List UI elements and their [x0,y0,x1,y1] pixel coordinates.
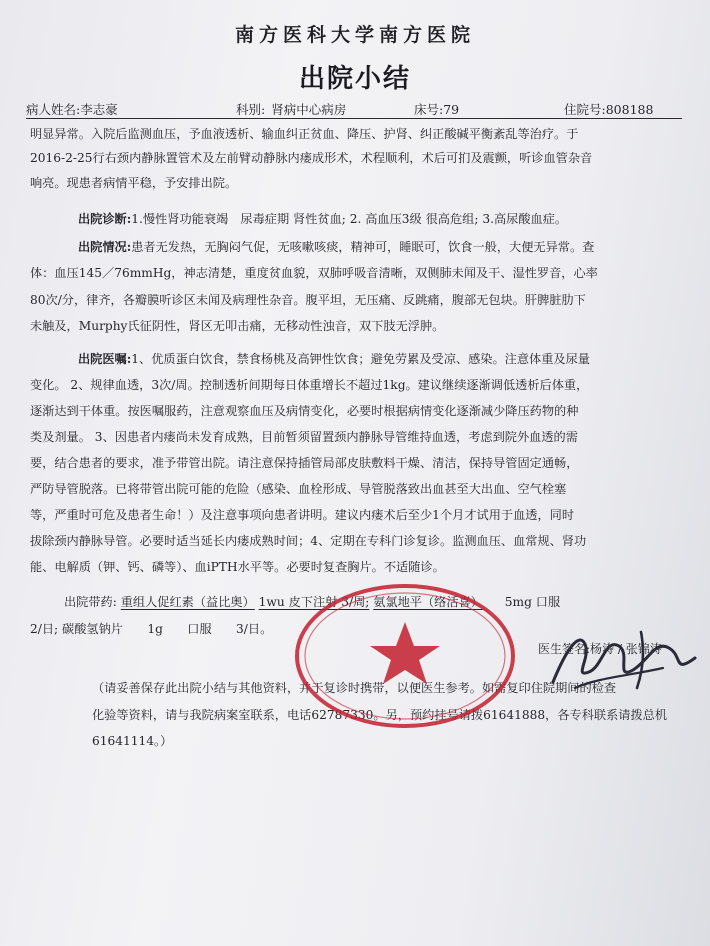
footer-note: 61641114。） [92,734,173,748]
discharge-advice: 出院医嘱:1、优质蛋白饮食，禁食杨桃及高钾性饮食；避免劳累及受凉、感染。注意体重及尿量 [78,352,590,366]
footer-note: （请妥善保存此出院小结与其他资料，并于复诊时携带，以便医生参考。如需复印住院期间的检查 [92,681,617,695]
admission-field: 住院号:808188 [564,102,654,117]
bed-field: 床号:79 [414,102,460,117]
advice-line: 等，严重时可危及患者生命！）及注意事项向患者讲明。建议内瘘术后至少1个月才试用于血透，同时 [30,508,575,522]
patient-info-bar [26,100,682,119]
official-seal [292,582,518,730]
diagnosis-label: 出院诊断: [78,212,132,226]
bed-number: 79 [443,102,460,117]
advice-line: 要，结合患者的要求，准予带管出院。请注意保持插管局部皮肤敷料干燥、清洁，保持导管固定通畅， [30,456,579,470]
discharge-diagnosis [78,211,567,227]
diagnosis-text: 1.慢性肾功能衰竭 尿毒症期 肾性贫血; 2. 高血压3级 很高危组; 3.高尿酸血症。 [131,212,568,226]
medication-epo: 重组人促红素（益比奥） [120,595,255,609]
discharge-condition: 出院情况:患者无发热，无胸闷气促，无咳嗽咳痰，精神可，睡眠可，饮食一般，大便无异常。查 [78,240,595,254]
advice-line: 拔除颈内静脉导管。必要时适当延长内瘘成熟时间；4、定期在专科门诊复诊。监测血压、血常规、肾功 [30,534,587,548]
doctor-signature-mark [545,618,705,700]
history-line: 响亮。现患者病情平稳，予安排出院。 [30,176,238,190]
medication-amlodipine-dose: 5mg 口服 [504,595,561,609]
patient-name: 李志豪 [80,102,118,117]
history-line: 明显异常。入院后监测血压，予血液透析、输血纠正贫血、降压、护肾、纠正酸碱平衡紊乱等治疗。于 [30,127,579,141]
advice-line: 类及剂量。 3、因患者内瘘尚未发育成熟，目前暂须留置颈内静脉导管维持血透，考虑到院外血透的需 [30,430,578,444]
doctor-names: 杨涛 / 张锦涛 [590,642,662,656]
advice-line: 严防导管脱落。已将带管出院可能的危险（感染、血栓形成、导管脱落致出血甚至大出血、空气栓塞 [30,482,567,496]
patient-name-field: 病人姓名:李志豪 [26,102,118,117]
advice-line: 变化。 2、规律血透，3次/周。控制透析间期每日体重增长不超过1kg。建议继续逐渐调低透析后体重， [30,378,589,392]
document-title: 出院小结 [298,64,411,94]
hospital-name: 南方医科大学南方医院 [234,24,475,46]
department-field: 科别: 肾病中心病房 [236,102,347,117]
medication-epo-dose: 1wu 皮下注射 3/周; [258,595,370,609]
condition-line: 80次/分，律齐，各瓣膜听诊区未闻及病理性杂音。腹平坦，无压痛、反跳痛，腹部无包块。肝脾脏肋下 [30,293,586,307]
medication-amlodipine: 氨氯地平（络活喜） [373,595,483,609]
medications-label: 出院带药: [64,595,117,609]
history-line: 2016-2-25行右颈内静脉置管术及左前臂动静脉内瘘成形术，术程顺利，术后可扪及震颤，听诊血管杂音 [30,151,593,165]
doctor-signature-label: 医生签名:杨涛 / 张锦涛 [538,642,662,656]
condition-label: 出院情况: [78,240,132,254]
condition-line: 体：血压145／76mmHg，神志清楚，重度贫血貌，双肺呼吸音清晰，双侧肺未闻及干、湿性罗音，心率 [30,266,598,280]
department: 肾病中心病房 [271,102,347,117]
admission-number: 808188 [605,102,654,117]
medication-line: 2/日; 碳酸氢钠片 1g 口服 3/日。 [30,622,273,636]
condition-line: 未触及，Murphy氏征阴性，肾区无叩击痛，无移动性浊音，双下肢无浮肿。 [30,319,445,333]
advice-line: 能、电解质（钾、钙、磷等）、血iPTH水平等。必要时复查胸片。不适随诊。 [30,560,445,574]
advice-line: 逐渐达到干体重。按医嘱服药，注意观察血压及病情变化，必要时根据病情变化逐渐减少降压药物的种 [30,404,579,418]
advice-label: 出院医嘱: [78,352,132,366]
footer-note: 化验等资料，请与我院病案室联系，电话62787330。另，预约挂号请拨61641888，各专科联系请拨总机 [92,708,668,722]
